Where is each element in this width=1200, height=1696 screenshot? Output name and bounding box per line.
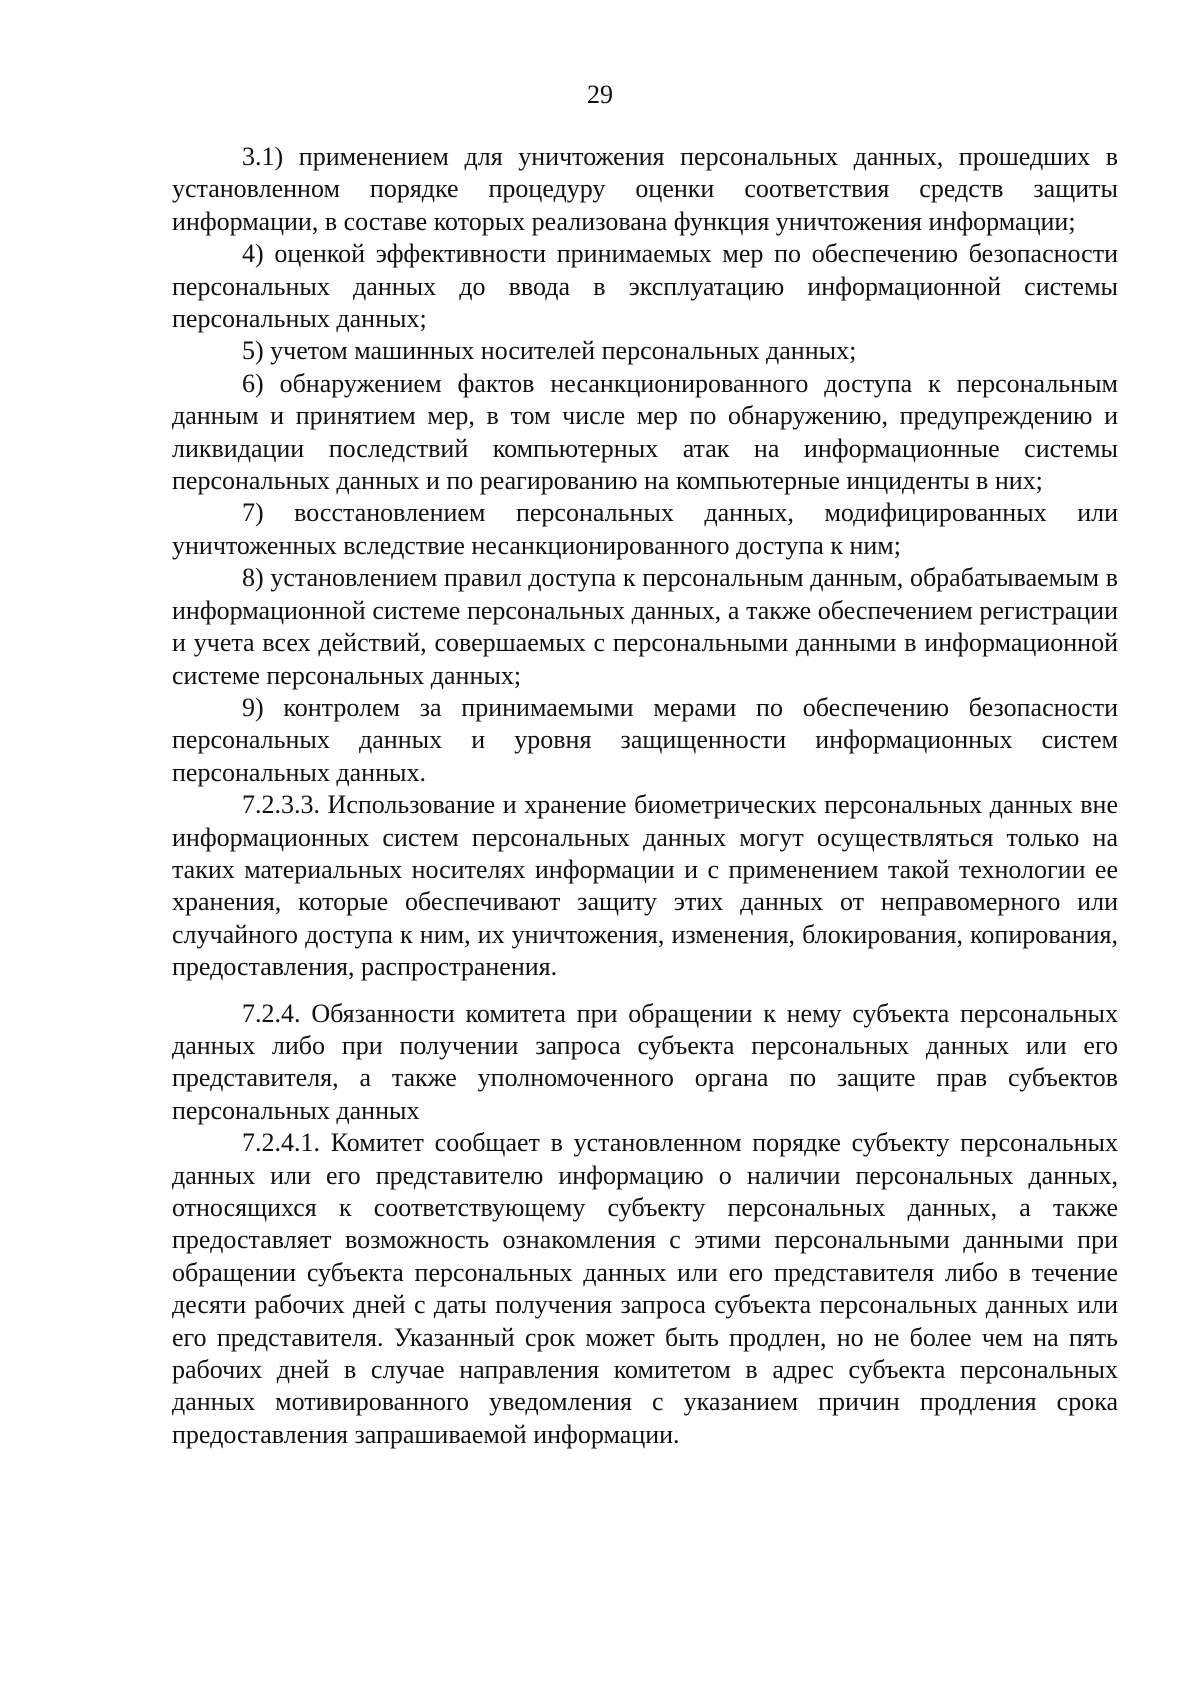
document-body bbox=[172, 141, 1118, 1451]
paragraph-7-2-3-3: 7.2.3.3. Использование и хранение биометрических персональных данных вне информационных систем персональных данных могут осуществляться только на таких материальных носителях информации и с применением такой технологии ее хранения, которые обеспечивают защиту этих данных от неправомерного или случайного доступа к ним, их уничтожения, изменения, блокирования, копирования, предоставления, распространения. bbox=[172, 790, 1118, 982]
paragraph-item-8: 8) установлением правил доступа к персональным данным, обрабатываемым в информационной системе персональных данных, а также обеспечением регистрации и учета всех действий, совершаемых с персональными данными в информационной системе персональных данных; bbox=[172, 563, 1118, 690]
paragraph-item-3-1: 3.1) применением для уничтожения персональных данных, прошедших в установленном порядке процедуру оценки соответствия средств защиты информации, в составе которых реализована функция уничтожения информации; bbox=[172, 142, 1118, 236]
paragraph-item-5: 5) учетом машинных носителей персональных данных; bbox=[242, 336, 857, 366]
paragraph-7-2-4-1: 7.2.4.1. Комитет сообщает в установленном порядке субъекту персональных данных или его представителю информацию о наличии персональных данных, относящихся к соответствующему субъекту персональных данных, а также предоставляет возможность ознакомления с этими персональными данными при обращении субъекта персональных данных или его представителя либо в течение десяти рабочих дней с даты получения запроса субъекта персональных данных или его представителя. Указанный срок может быть продлен, но не более чем на пять рабочих дней в случае направления комитетом в адрес субъекта персональных данных мотивированного уведомления с указанием причин продления срока предоставления запрашиваемой информации. bbox=[172, 1128, 1118, 1449]
paragraph-item-6: 6) обнаружением фактов несанкционированного доступа к персональным данным и принятием мер, в том числе мер по обнаружению, предупреждению и ликвидации последствий компьютерных атак на информационные системы персональных данных и по реагированию на компьютерные инциденты в них; bbox=[172, 368, 1118, 496]
section-heading-7-2-4: 7.2.4. Обязанности комитета при обращении к нему субъекта персональных данных либо при получении запроса субъекта персональных данных или его представителя, а также уполномоченного органа по защите прав субъектов персональных данных bbox=[172, 998, 1118, 1125]
paragraph-item-7: 7) восстановлением персональных данных, модифицированных или уничтоженных вследствие несанкционированного доступа к ним; bbox=[172, 498, 1118, 560]
paragraph-item-9: 9) контролем за принимаемыми мерами по обеспечению безопасности персональных данных и уровня защищенности информационных систем персональных данных. bbox=[172, 692, 1118, 787]
paragraph-item-4: 4) оценкой эффективности принимаемых мер по обеспечению безопасности персональных данных до ввода в эксплуатацию информационной системы персональных данных; bbox=[172, 239, 1118, 334]
page-number: 29 bbox=[587, 80, 613, 109]
